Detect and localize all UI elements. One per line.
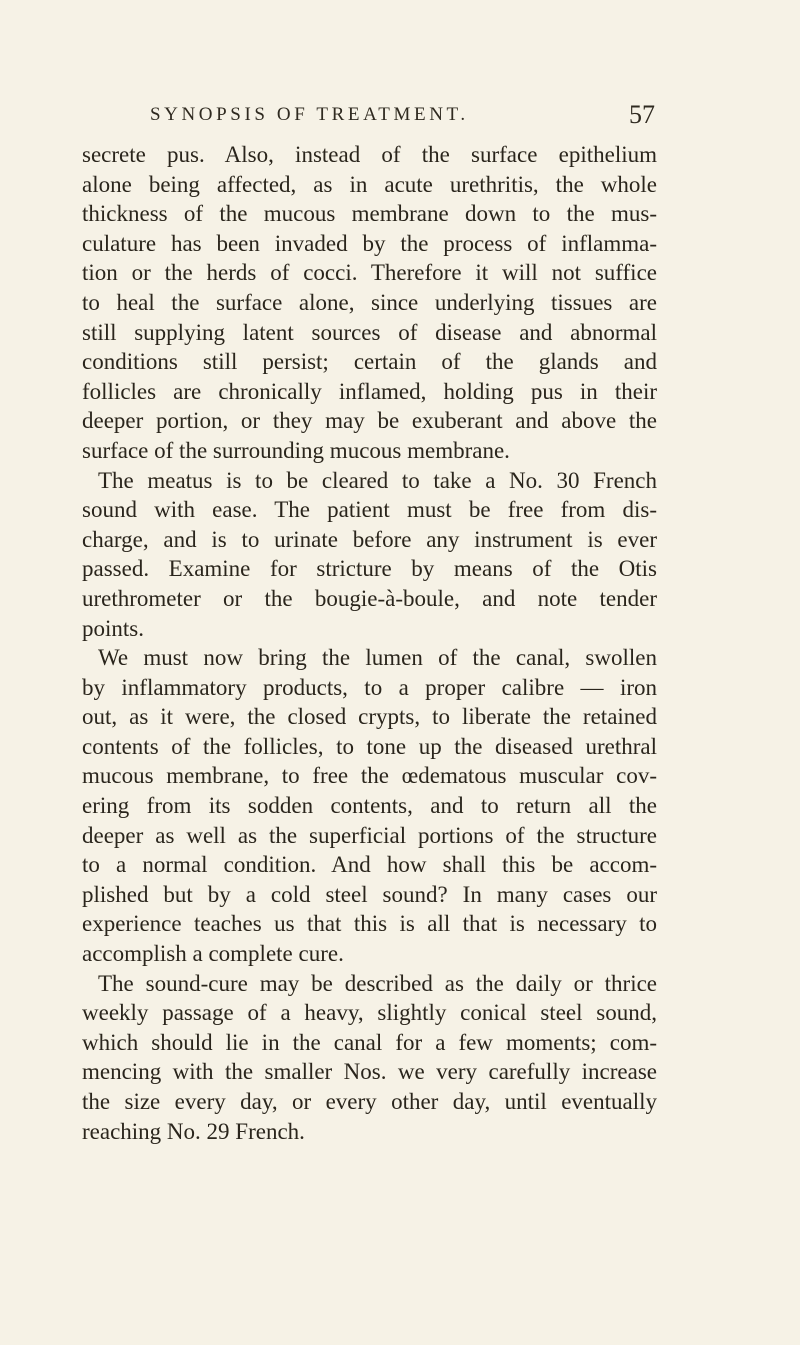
text-line: follicles are chronically inflamed, holding pus in their	[82, 378, 657, 404]
text-line: alone being affected, as in acute urethritis, the whole	[82, 171, 657, 197]
text-line: points.	[82, 615, 144, 641]
text-line: culature has been invaded by the process of inflamma-	[82, 230, 657, 256]
text-line: accomplish a complete cure.	[82, 941, 344, 967]
text-line: sound with ease. The patient must be free from dis-	[82, 497, 657, 523]
running-head	[150, 100, 655, 134]
text-line: tion or the herds of cocci. Therefore it will not suffice	[82, 260, 657, 286]
text-line: to a normal condition. And how shall this be accom-	[82, 852, 657, 878]
text-line: passed. Examine for stricture by means of the Otis	[82, 556, 657, 582]
text-line: plished but by a cold steel sound? In many cases our	[82, 881, 657, 907]
text-line: conditions still persist; certain of the glands and	[82, 349, 657, 375]
text-line: weekly passage of a heavy, slightly conical steel sound,	[82, 1000, 657, 1026]
text-line: by inflammatory products, to a proper calibre — iron	[82, 674, 657, 700]
text-line: secrete pus. Also, instead of the surface epithelium	[82, 142, 657, 167]
text-line: thickness of the mucous membrane down to the mus-	[82, 201, 657, 227]
text-line: surface of the surrounding mucous membrane.	[82, 437, 510, 463]
text-line: We must now bring the lumen of the canal, swollen	[98, 645, 657, 671]
text-line: ering from its sodden contents, and to return all the	[82, 793, 657, 819]
running-head-title: SYNOPSIS OF TREATMENT.	[150, 104, 469, 125]
text-line: The sound-cure may be described as the daily or thrice	[98, 970, 657, 996]
page-number: 57	[629, 100, 655, 129]
text-line: out, as it were, the closed crypts, to liberate the retained	[82, 704, 657, 730]
text-line: deeper portion, or they may be exuberant and above the	[82, 408, 657, 434]
text-line: experience teaches us that this is all that is necessary to	[82, 911, 657, 937]
text-line: deeper as well as the superficial portions of the structure	[82, 822, 657, 848]
body-text	[82, 140, 657, 1146]
text-line: to heal the surface alone, since underlying tissues are	[82, 289, 657, 315]
text-line: mucous membrane, to free the œdematous muscular cov-	[82, 763, 657, 789]
text-line: The meatus is to be cleared to take a No. 30 French	[98, 467, 657, 493]
text-line: still supplying latent sources of disease and abnormal	[82, 319, 657, 345]
text-line: the size every day, or every other day, until eventually	[82, 1089, 657, 1114]
text-line: urethrometer or the bougie-à-boule, and note tender	[82, 585, 657, 611]
text-line: reaching No. 29 French.	[82, 1118, 305, 1144]
text-line: charge, and is to urinate before any instrument is ever	[82, 526, 657, 552]
text-line: which should lie in the canal for a few moments; com-	[82, 1029, 657, 1055]
text-line: mencing with the smaller Nos. we very carefully increase	[82, 1059, 657, 1085]
text-line: contents of the follicles, to tone up the diseased urethral	[82, 733, 657, 759]
